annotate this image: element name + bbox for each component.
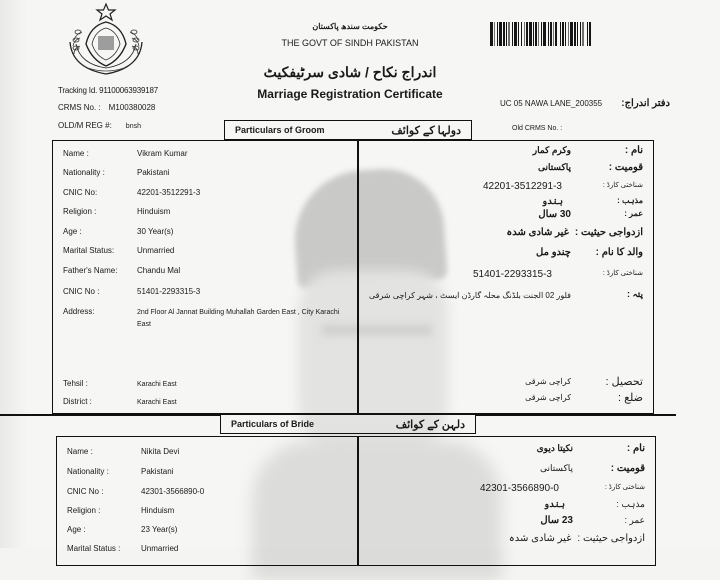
old-crms-label: Old CRMS No. : bbox=[512, 125, 563, 132]
old-reg-number: OLD/M REG #: bnsh bbox=[58, 121, 141, 130]
bride-particulars-table bbox=[56, 436, 656, 566]
crms-number: CRMS No. : M100380028 bbox=[58, 103, 156, 112]
groom-father-cnic-urdu-row: شناختی کارڈ : 51401-2293315-3 bbox=[473, 269, 643, 280]
govt-name-urdu: حکومت سندھ پاکستان bbox=[312, 22, 388, 31]
certificate-title: Marriage Registration Certificate bbox=[257, 87, 443, 101]
bride-cnic-urdu-row: شناختی کارڈ : 42301-3566890-0 bbox=[480, 483, 645, 494]
groom-particulars-table bbox=[52, 140, 654, 414]
bride-nationality-urdu-row: قومیت : پاکستانی bbox=[539, 463, 645, 474]
bride-name-row: Name : Nikita Devi bbox=[67, 447, 180, 456]
bride-age-row: Age : 23 Year(s) bbox=[67, 525, 178, 534]
groom-marital-status-row: Marital Status: Unmarried bbox=[63, 246, 175, 255]
certificate-title-urdu: اندراج نکاح / شادی سرٹیفکیٹ bbox=[263, 64, 437, 80]
groom-father-cnic-row: CNIC No : 51401-2293315-3 bbox=[63, 287, 201, 296]
bride-marital-status-urdu-row: ازدواجی حیثیت : غیر شادی شدہ bbox=[508, 533, 645, 544]
groom-section-header: Particulars of Groom دولہا کے کوائف bbox=[224, 120, 472, 140]
govt-name: THE GOVT OF SINDH PAKISTAN bbox=[281, 38, 419, 48]
groom-cnic-urdu-row: شناختی کارڈ : 42201-3512291-3 bbox=[483, 181, 643, 192]
groom-name-urdu-row: نام : وکرم کمار bbox=[532, 145, 643, 156]
groom-nationality-row: Nationality : Pakistani bbox=[63, 168, 170, 177]
groom-religion-row: Religion : Hinduism bbox=[63, 207, 171, 216]
tracking-id: Tracking Id. 91100063939187 bbox=[58, 86, 159, 95]
bride-religion-urdu-row: مذہب : ہندو bbox=[543, 499, 645, 509]
groom-address-urdu-row: پتہ : فلور 02 الجنت بلڈنگ محلہ گارڈن ایسٹ ، شہر کراچی شرقی bbox=[369, 289, 643, 300]
groom-age-urdu-row: عمر : 30 سال bbox=[538, 209, 643, 220]
groom-marital-status-urdu-row: ازدواجی حیثیت : غیر شادی شدہ bbox=[506, 227, 643, 238]
bride-age-urdu-row: عمر : 23 سال bbox=[540, 515, 645, 526]
groom-district-urdu-row: ضلع : کراچی شرقی bbox=[525, 392, 643, 404]
scan-edge bbox=[0, 0, 28, 548]
divider-line bbox=[0, 414, 220, 416]
groom-father-name-urdu-row: والد کا نام : چندو مل bbox=[536, 247, 643, 258]
bride-cnic-row: CNIC No : 42301-3566890-0 bbox=[67, 487, 205, 496]
registration-office: UC 05 NAWA LANE_200355 دفتر اندراج: bbox=[500, 98, 670, 109]
bride-section-header: Particulars of Bride دلہن کے کوائف bbox=[220, 414, 476, 434]
bride-marital-status-row: Marital Status : Unmarried bbox=[67, 544, 179, 553]
bride-nationality-row: Nationality : Pakistani bbox=[67, 467, 174, 476]
groom-age-row: Age : 30 Year(s) bbox=[63, 227, 174, 236]
groom-district-row: District : Karachi East bbox=[63, 397, 177, 406]
barcode-icon bbox=[490, 22, 650, 46]
bride-name-urdu-row: نام : نکیتا دیوی bbox=[536, 443, 645, 454]
groom-father-name-row: Father's Name: Chandu Mal bbox=[63, 266, 181, 275]
groom-tehsil-urdu-row: تحصیل : کراچی شرقی bbox=[525, 376, 643, 388]
bride-religion-row: Religion : Hinduism bbox=[67, 506, 175, 515]
divider-line bbox=[476, 414, 676, 416]
groom-tehsil-row: Tehsil : Karachi East bbox=[63, 379, 177, 388]
groom-nationality-urdu-row: قومیت : پاکستانی bbox=[537, 162, 643, 173]
groom-name-row: Name : Vikram Kumar bbox=[63, 149, 188, 158]
groom-cnic-row: CNIC No: 42201-3512291-3 bbox=[63, 188, 201, 197]
sindh-emblem-icon bbox=[60, 2, 152, 78]
groom-religion-urdu-row: مذہب : ہندو bbox=[541, 196, 643, 206]
groom-address-row: Address: 2nd Floor Al Jannat Building Muhallah Garden East , City Karachi East bbox=[63, 307, 340, 328]
